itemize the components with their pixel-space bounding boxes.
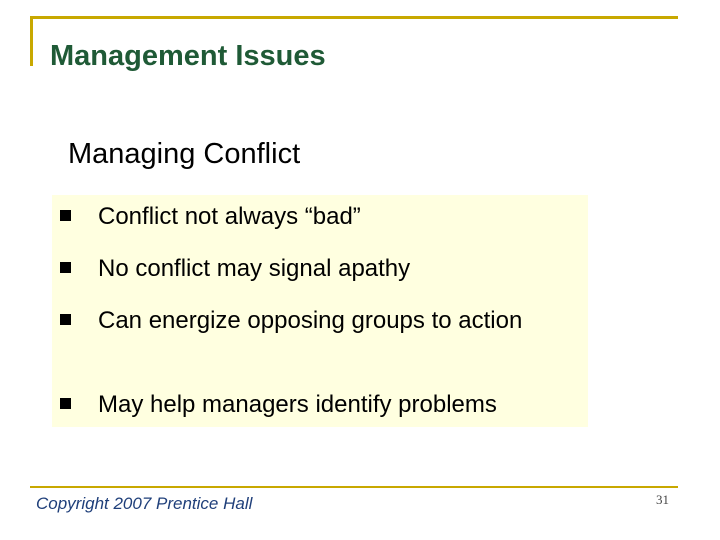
copyright-text: Copyright 2007 Prentice Hall bbox=[36, 494, 253, 513]
page-number: 31 bbox=[656, 492, 669, 507]
footer-rule bbox=[30, 486, 678, 488]
top-rule bbox=[30, 16, 678, 19]
bullet-text: No conflict may signal apathy bbox=[98, 255, 411, 282]
bullet-text: May help managers identify problems bbox=[98, 391, 497, 418]
square-bullet-icon bbox=[60, 262, 71, 273]
slide-title: Management Issues bbox=[50, 40, 326, 72]
slide-subtitle: Managing Conflict bbox=[68, 138, 301, 170]
square-bullet-icon bbox=[60, 210, 71, 221]
bullet-text: Conflict not always “bad” bbox=[98, 203, 361, 230]
square-bullet-icon bbox=[60, 398, 71, 409]
bullet-text: Can energize opposing groups to action bbox=[98, 307, 523, 334]
square-bullet-icon bbox=[60, 314, 71, 325]
left-rule bbox=[30, 16, 33, 66]
content-box bbox=[52, 195, 588, 427]
